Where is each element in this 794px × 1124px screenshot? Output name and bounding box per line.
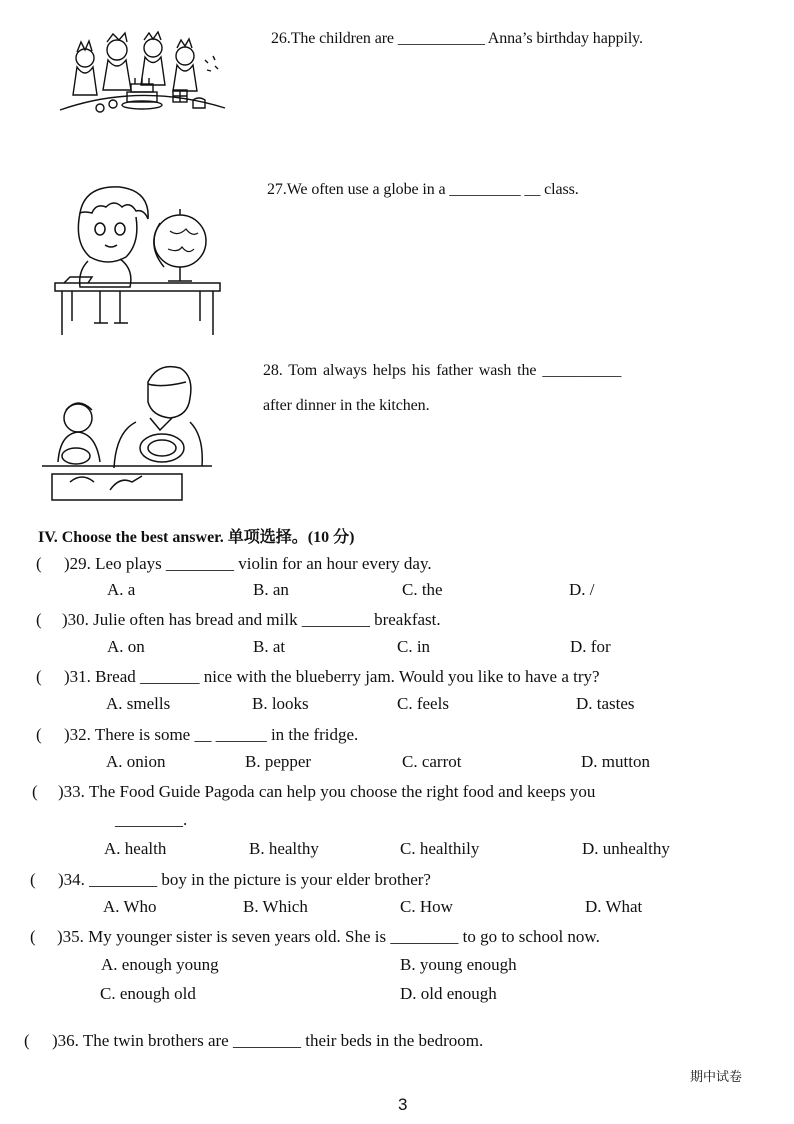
footer-tag: 期中试卷	[690, 1070, 743, 1085]
answer-bracket[interactable]: (	[36, 725, 42, 744]
option-d[interactable]: D. unhealthy	[582, 839, 670, 858]
question-30	[0, 608, 794, 634]
options-29	[0, 580, 794, 604]
options-34	[0, 897, 794, 921]
option-a[interactable]: A. a	[107, 580, 136, 599]
option-b[interactable]: B. healthy	[249, 839, 319, 858]
option-b[interactable]: B. looks	[252, 694, 309, 713]
question-32	[0, 723, 794, 749]
question-stem: )34. ________ boy in the picture is your elder brother?	[58, 870, 431, 889]
question-28-line2: after dinner in the kitchen.	[263, 397, 430, 414]
option-a[interactable]: A. Who	[103, 897, 157, 916]
question-33-blank: ________.	[115, 810, 188, 829]
option-b[interactable]: B. at	[253, 637, 286, 656]
question-28-line1: 28. Tom always helps his father wash the __________	[263, 362, 622, 379]
question-stem: )31. Bread _______ nice with the blueberry jam. Would you like to have a try?	[64, 667, 600, 686]
answer-bracket[interactable]: (	[30, 927, 36, 946]
question-stem: )30. Julie often has bread and milk ________ breakfast.	[62, 610, 441, 629]
answer-bracket[interactable]: (	[30, 870, 36, 889]
option-a[interactable]: A. on	[107, 637, 145, 656]
question-35	[0, 925, 794, 951]
option-c[interactable]: C. healthily	[400, 839, 480, 858]
option-c[interactable]: C. enough old	[100, 984, 196, 1003]
option-a[interactable]: A. onion	[106, 752, 166, 771]
options-30	[0, 637, 794, 661]
option-a[interactable]: A. smells	[106, 694, 171, 713]
option-b[interactable]: B. Which	[243, 897, 308, 916]
option-a[interactable]: A. enough young	[101, 955, 219, 974]
question-stem: )35. My younger sister is seven years old. She is ________ to go to school now.	[57, 927, 600, 946]
option-a[interactable]: A. health	[104, 839, 167, 858]
question-26: 26.The children are ___________ Anna’s birthday happily.	[271, 30, 643, 47]
question-stem: )32. There is some __ ______ in the fridge.	[64, 725, 359, 744]
option-c[interactable]: C. the	[402, 580, 443, 599]
question-stem: )36. The twin brothers are ________ their beds in the bedroom.	[52, 1031, 484, 1050]
options-35-row1	[0, 955, 794, 979]
option-d[interactable]: D. What	[585, 897, 643, 916]
option-d[interactable]: D. for	[570, 637, 611, 656]
birthday-party-icon	[55, 20, 230, 132]
question-stem: )29. Leo plays ________ violin for an hour every day.	[64, 554, 432, 573]
option-d[interactable]: D. old enough	[400, 984, 497, 1003]
question-36	[0, 1029, 794, 1055]
washing-dishes-picture	[40, 362, 215, 504]
answer-bracket[interactable]: (	[32, 782, 38, 801]
answer-bracket[interactable]: (	[36, 554, 42, 573]
option-c[interactable]: C. How	[400, 897, 453, 916]
question-stem: )33. The Food Guide Pagoda can help you choose the right food and keeps you	[58, 782, 596, 801]
birthday-party-picture	[55, 20, 230, 132]
answer-bracket[interactable]: (	[36, 610, 42, 629]
option-d[interactable]: D. mutton	[581, 752, 650, 771]
option-c[interactable]: C. feels	[397, 694, 449, 713]
option-d[interactable]: D. tastes	[576, 694, 635, 713]
question-33	[0, 780, 794, 806]
washing-dishes-icon	[40, 362, 215, 504]
options-31	[0, 694, 794, 718]
option-b[interactable]: B. an	[253, 580, 289, 599]
option-c[interactable]: C. in	[397, 637, 431, 656]
boy-with-globe-picture	[50, 183, 225, 338]
options-32	[0, 752, 794, 776]
boy-globe-icon	[50, 183, 225, 338]
option-d[interactable]: D. /	[569, 580, 595, 599]
options-33	[0, 839, 794, 863]
option-b[interactable]: B. pepper	[245, 752, 312, 771]
question-31	[0, 665, 794, 691]
option-b[interactable]: B. young enough	[400, 955, 517, 974]
question-29	[0, 552, 794, 578]
answer-bracket[interactable]: (	[36, 667, 42, 686]
page-number: 3	[398, 1095, 408, 1114]
options-35-row2	[0, 984, 794, 1008]
option-c[interactable]: C. carrot	[402, 752, 462, 771]
question-27: 27.We often use a globe in a _________ __ class.	[267, 181, 579, 198]
question-34	[0, 868, 794, 894]
answer-bracket[interactable]: (	[24, 1031, 30, 1050]
section-iv-title: IV. Choose the best answer. 单项选择。(10 分)	[38, 529, 355, 546]
